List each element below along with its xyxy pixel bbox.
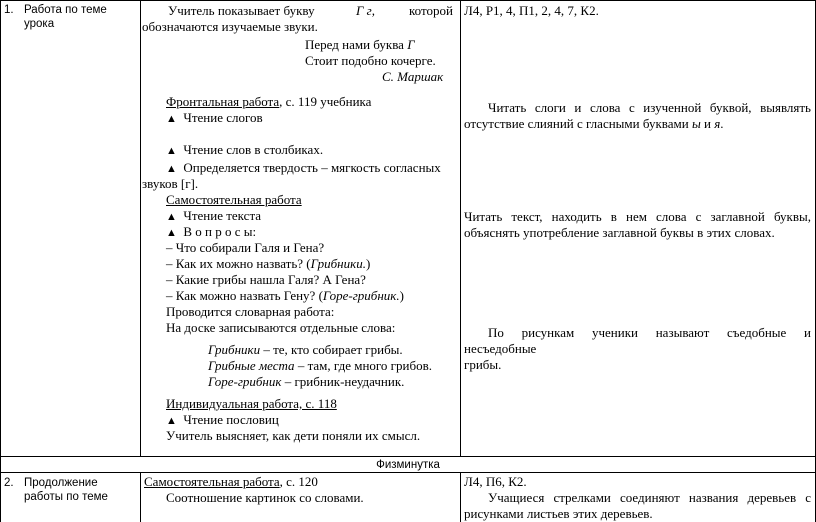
triangle-bullet-icon: ▲ xyxy=(166,227,177,239)
question: – Какие грибы нашла Галя? А Гена? xyxy=(166,272,366,287)
list-item: ▲ Чтение слогов xyxy=(166,110,263,125)
list-item: ▲ Чтение пословиц xyxy=(166,412,279,427)
poem-line: Перед нами буква Г xyxy=(305,37,415,52)
competence-codes: Л4, Р1, 4, П1, 2, 4, 7, К2. xyxy=(464,3,599,18)
intro-letters: Г г, xyxy=(356,3,375,18)
row-topic: работы по теме xyxy=(24,491,108,503)
triangle-bullet-icon: ▲ xyxy=(166,145,177,157)
section-heading: Самостоятельная работа xyxy=(166,192,302,207)
section-heading: Фронтальная работа, с. 119 учебника xyxy=(166,94,372,109)
triangle-bullet-icon: ▲ xyxy=(166,163,177,175)
row-number: 1. xyxy=(4,4,14,16)
teacher-note: Учитель выясняет, как дети поняли их смысл. xyxy=(166,428,421,443)
poem-line: Стоит подобно кочерге. xyxy=(305,53,436,68)
row-divider xyxy=(0,472,816,473)
question: – Что собирали Галя и Гена? xyxy=(166,240,325,255)
vocab-word: Грибники – те, кто собирает грибы. xyxy=(208,342,403,357)
break-label: Физминутка xyxy=(376,459,440,471)
learning-outcome: несъедобные xyxy=(464,341,537,356)
list-item: ▲ В о п р о с ы: xyxy=(166,224,257,239)
question: – Как их можно назвать? (Грибники.) xyxy=(166,256,371,271)
intro-text: которой xyxy=(409,3,453,18)
table-border-left xyxy=(0,0,1,522)
learning-outcome: Учащиеся стрелками соединяют названия деревьев с xyxy=(488,490,811,505)
triangle-bullet-icon: ▲ xyxy=(166,113,177,125)
learning-outcome: Читать слоги и слова с изученной буквой, выявлять xyxy=(488,100,811,115)
column-divider xyxy=(140,0,141,456)
learning-outcome: рисунками листьев этих деревьев. xyxy=(464,506,653,521)
triangle-bullet-icon: ▲ xyxy=(166,211,177,223)
row-number: 2. xyxy=(4,477,14,489)
section-heading: Индивидуальная работа, с. 118 xyxy=(166,396,337,411)
row-topic: Работа по теме xyxy=(24,4,107,16)
column-divider xyxy=(460,472,461,522)
list-item: ▲ Чтение слов в столбиках. xyxy=(166,142,324,157)
table-border-top xyxy=(0,0,816,1)
vocab-board: На доске записываются отдельные слова: xyxy=(166,320,396,335)
learning-outcome: объяснять употребление заглавной буквы в этих словах. xyxy=(464,225,775,240)
vocab-word: Грибные места – там, где много грибов. xyxy=(208,358,432,373)
column-divider xyxy=(140,472,141,522)
vocab-intro: Проводится словарная работа: xyxy=(166,304,335,319)
intro-text: Учитель показывает букву xyxy=(168,3,315,18)
question: – Как можно назвать Гену? (Горе-грибник.) xyxy=(166,288,404,303)
learning-outcome: Читать текст, находить в нем слова с заглавной буквы, xyxy=(464,209,811,224)
task-text: Соотношение картинок со словами. xyxy=(166,490,364,505)
poem-author: С. Маршак xyxy=(382,69,444,84)
row-topic: Продолжение xyxy=(24,477,98,489)
row-topic: урока xyxy=(24,18,55,30)
competence-codes: Л4, П6, К2. xyxy=(464,474,527,489)
list-item-cont: звуков [г]. xyxy=(142,176,199,191)
column-divider xyxy=(460,0,461,456)
intro-text: обозначаются изучаемые звуки. xyxy=(142,19,318,34)
learning-outcome: По рисункам ученики называют съедобные и xyxy=(488,325,811,340)
section-heading: Самостоятельная работа, с. 120 xyxy=(144,474,318,489)
learning-outcome: грибы. xyxy=(464,357,502,372)
row-divider xyxy=(0,456,816,457)
list-item: ▲ Чтение текста xyxy=(166,208,262,223)
vocab-word: Горе-грибник – грибник-неудачник. xyxy=(208,374,405,389)
triangle-bullet-icon: ▲ xyxy=(166,415,177,427)
learning-outcome: отсутствие слияний с гласными буквами ы и я. xyxy=(464,116,724,131)
list-item: ▲ Определяется твердость – мягкость согласных xyxy=(166,160,441,175)
